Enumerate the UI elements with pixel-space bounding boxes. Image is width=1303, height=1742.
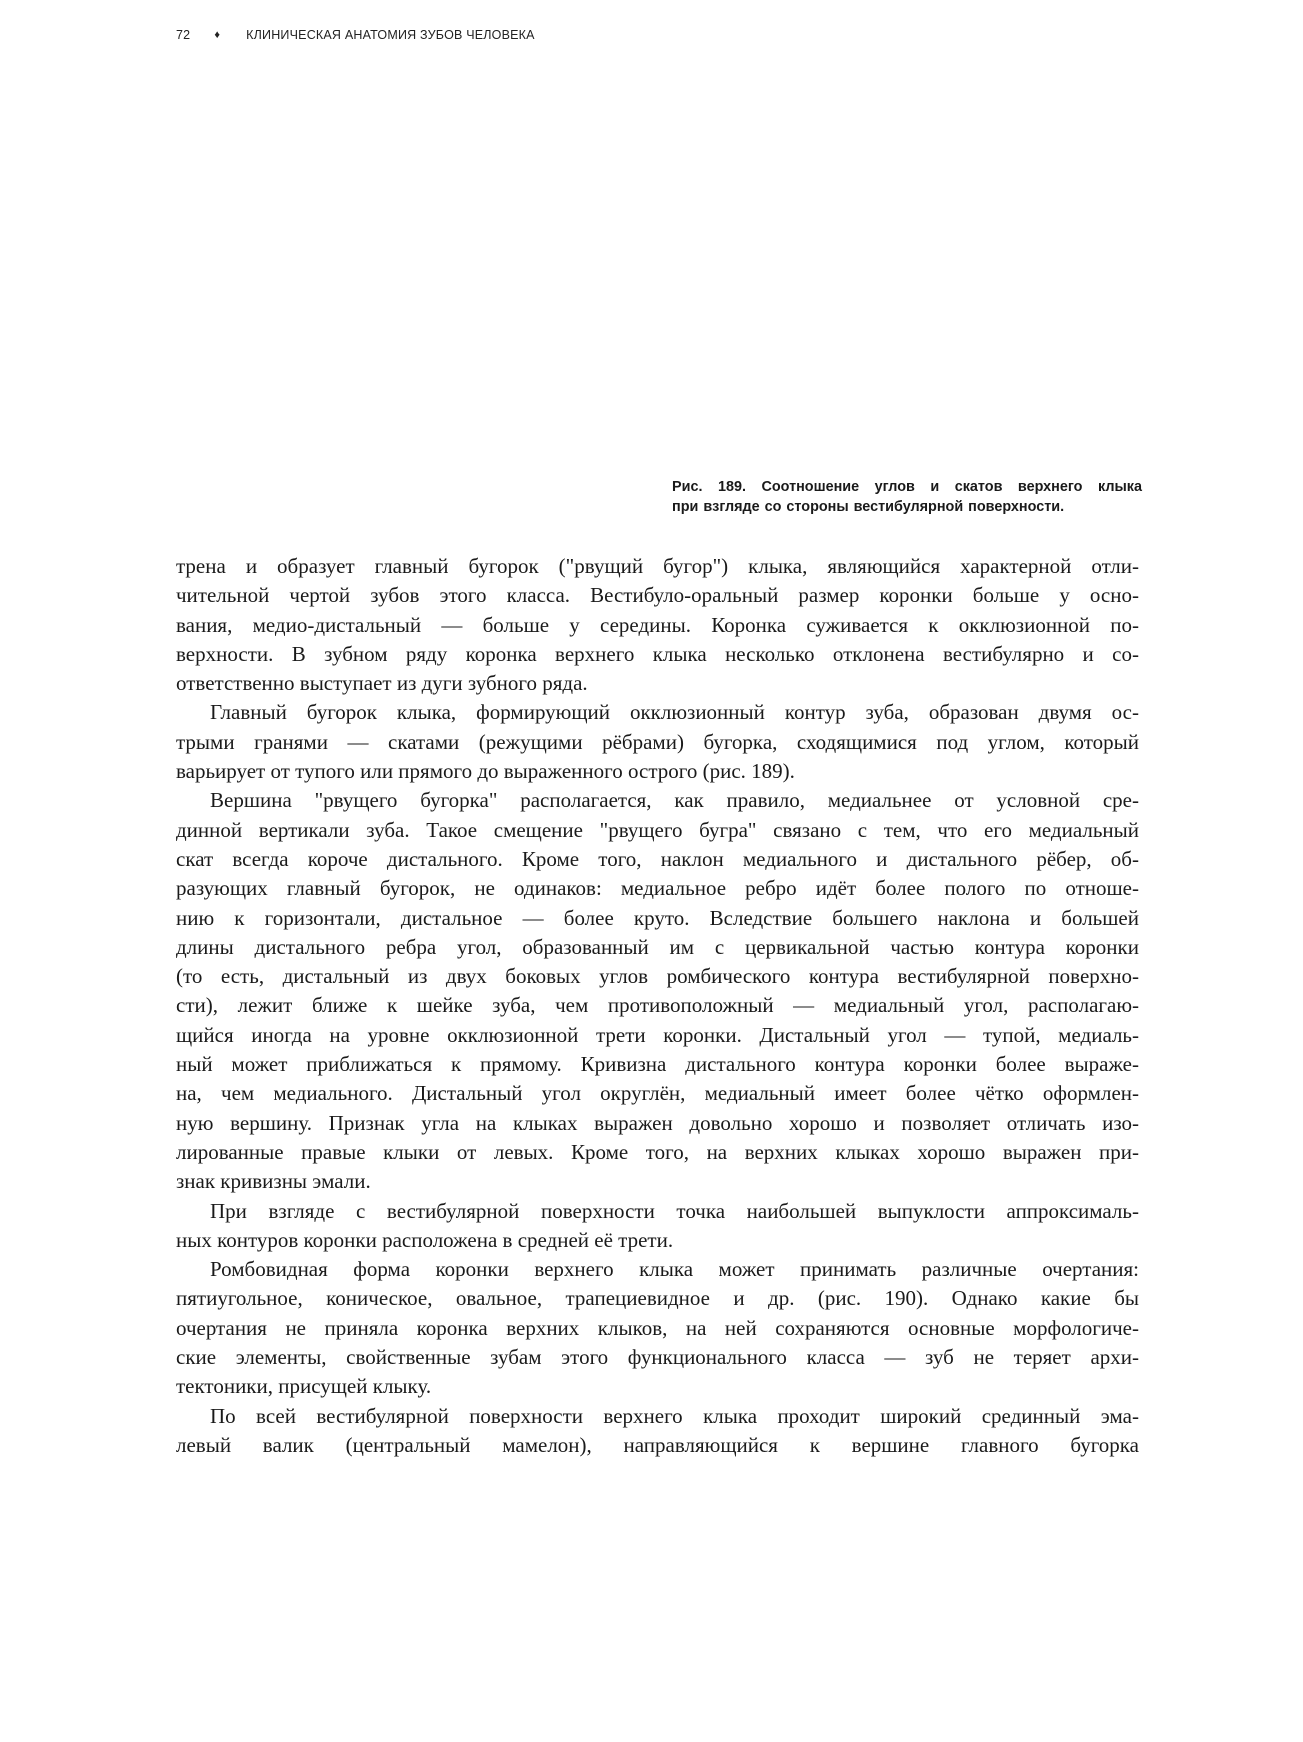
caption-line: при взгляде со стороны вестибулярной поверхности.: [672, 499, 1065, 515]
text-line: знак кривизны эмали.: [176, 1169, 371, 1194]
text-line: Главный бугорок клыка, формирующий окклюзионный контур зуба, образован двумя ос-: [210, 700, 1139, 725]
paragraph: [176, 698, 1139, 786]
text-line: варьирует от тупого или прямого до выраженного острого (рис. 189).: [176, 759, 795, 784]
paragraph: [176, 1255, 1139, 1401]
text-line: Ромбовидная форма коронки верхнего клыка может принимать различные очертания:: [210, 1257, 1139, 1282]
page-number: 72: [176, 28, 191, 42]
text-line: При взгляде с вестибулярной поверхности точка наибольшей выпуклости аппроксималь-: [210, 1198, 1139, 1223]
text-line: ный может приближаться к прямому. Кривизна дистального контура коронки более выраже-: [176, 1052, 1139, 1077]
figure-caption: [672, 477, 1142, 517]
caption-line: Рис. 189. Соотношение углов и скатов верхнего клыка: [672, 479, 1142, 495]
text-line: щийся иногда на уровне окклюзионной трети коронки. Дистальный угол — тупой, медиаль-: [176, 1022, 1139, 1047]
paragraph: [176, 1402, 1139, 1461]
text-line: вания, медио-дистальный — больше у середины. Коронка суживается к окклюзионной по-: [176, 612, 1139, 637]
body-text: [176, 552, 1139, 1460]
text-line: левый валик (центральный мамелон), направляющийся к вершине главного бугорка: [176, 1432, 1139, 1457]
text-line: ответственно выступает из дуги зубного ряда.: [176, 671, 588, 696]
text-line: на, чем медиального. Дистальный угол округлён, медиальный имеет более чётко оформлен-: [176, 1081, 1139, 1106]
text-line: разующих главный бугорок, не одинаков: медиальное ребро идёт более полого по отноше-: [176, 876, 1139, 901]
paragraph: [176, 1197, 1139, 1256]
text-line: длины дистального ребра угол, образованный им с цервикальной частью контура коронки: [176, 934, 1139, 959]
text-line: нию к горизонтали, дистальное — более круто. Вследствие большего наклона и большей: [176, 905, 1139, 930]
paragraph: [176, 552, 1139, 698]
text-line: скат всегда короче дистального. Кроме того, наклон медиального и дистального рёбер, об-: [176, 846, 1139, 871]
text-line: трена и образует главный бугорок ("рвущий бугор") клыка, являющийся характерной отли-: [176, 554, 1139, 578]
text-line: очертания не приняла коронка верхних клыков, на ней сохраняются основные морфологиче-: [176, 1315, 1139, 1340]
figure-189-area: [176, 60, 1136, 470]
text-line: ных контуров коронки расположена в средней её трети.: [176, 1227, 674, 1252]
text-line: лированные правые клыки от левых. Кроме того, на верхних клыках хорошо выражен при-: [176, 1139, 1139, 1164]
text-line: трыми гранями — скатами (режущими рёбрами) бугорка, сходящимися под углом, который: [176, 729, 1139, 754]
running-head: [176, 28, 535, 42]
text-line: (то есть, дистальный из двух боковых углов ромбического контура вестибулярной поверхно-: [176, 964, 1139, 989]
paragraph: [176, 786, 1139, 1196]
text-line: тектоники, присущей клыку.: [176, 1374, 432, 1399]
text-line: чительной чертой зубов этого класса. Вестибуло-оральный размер коронки больше у осно-: [176, 583, 1139, 608]
running-title: КЛИНИЧЕСКАЯ АНАТОМИЯ ЗУБОВ ЧЕЛОВЕКА: [246, 28, 535, 42]
text-line: сти), лежит ближе к шейке зуба, чем противоположный — медиальный угол, располагаю-: [176, 993, 1139, 1018]
text-line: пятиугольное, коническое, овальное, трапециевидное и др. (рис. 190). Однако какие бы: [176, 1286, 1139, 1311]
text-line: динной вертикали зуба. Такое смещение "рвущего бугра" связано с тем, что его медиальный: [176, 817, 1139, 842]
text-line: ную вершину. Признак угла на клыках выражен довольно хорошо и позволяет отличать изо-: [176, 1110, 1139, 1135]
text-line: Вершина "рвущего бугорка" располагается, как правило, медиальнее от условной сре-: [210, 788, 1139, 813]
diamond-separator-icon: ♦: [214, 29, 221, 41]
text-line: По всей вестибулярной поверхности верхнего клыка проходит широкий срединный эма-: [210, 1403, 1139, 1428]
text-line: верхности. В зубном ряду коронка верхнего клыка несколько отклонена вестибулярно и со-: [176, 641, 1139, 666]
text-line: ские элементы, свойственные зубам этого функционального класса — зуб не теряет архи-: [176, 1345, 1139, 1370]
